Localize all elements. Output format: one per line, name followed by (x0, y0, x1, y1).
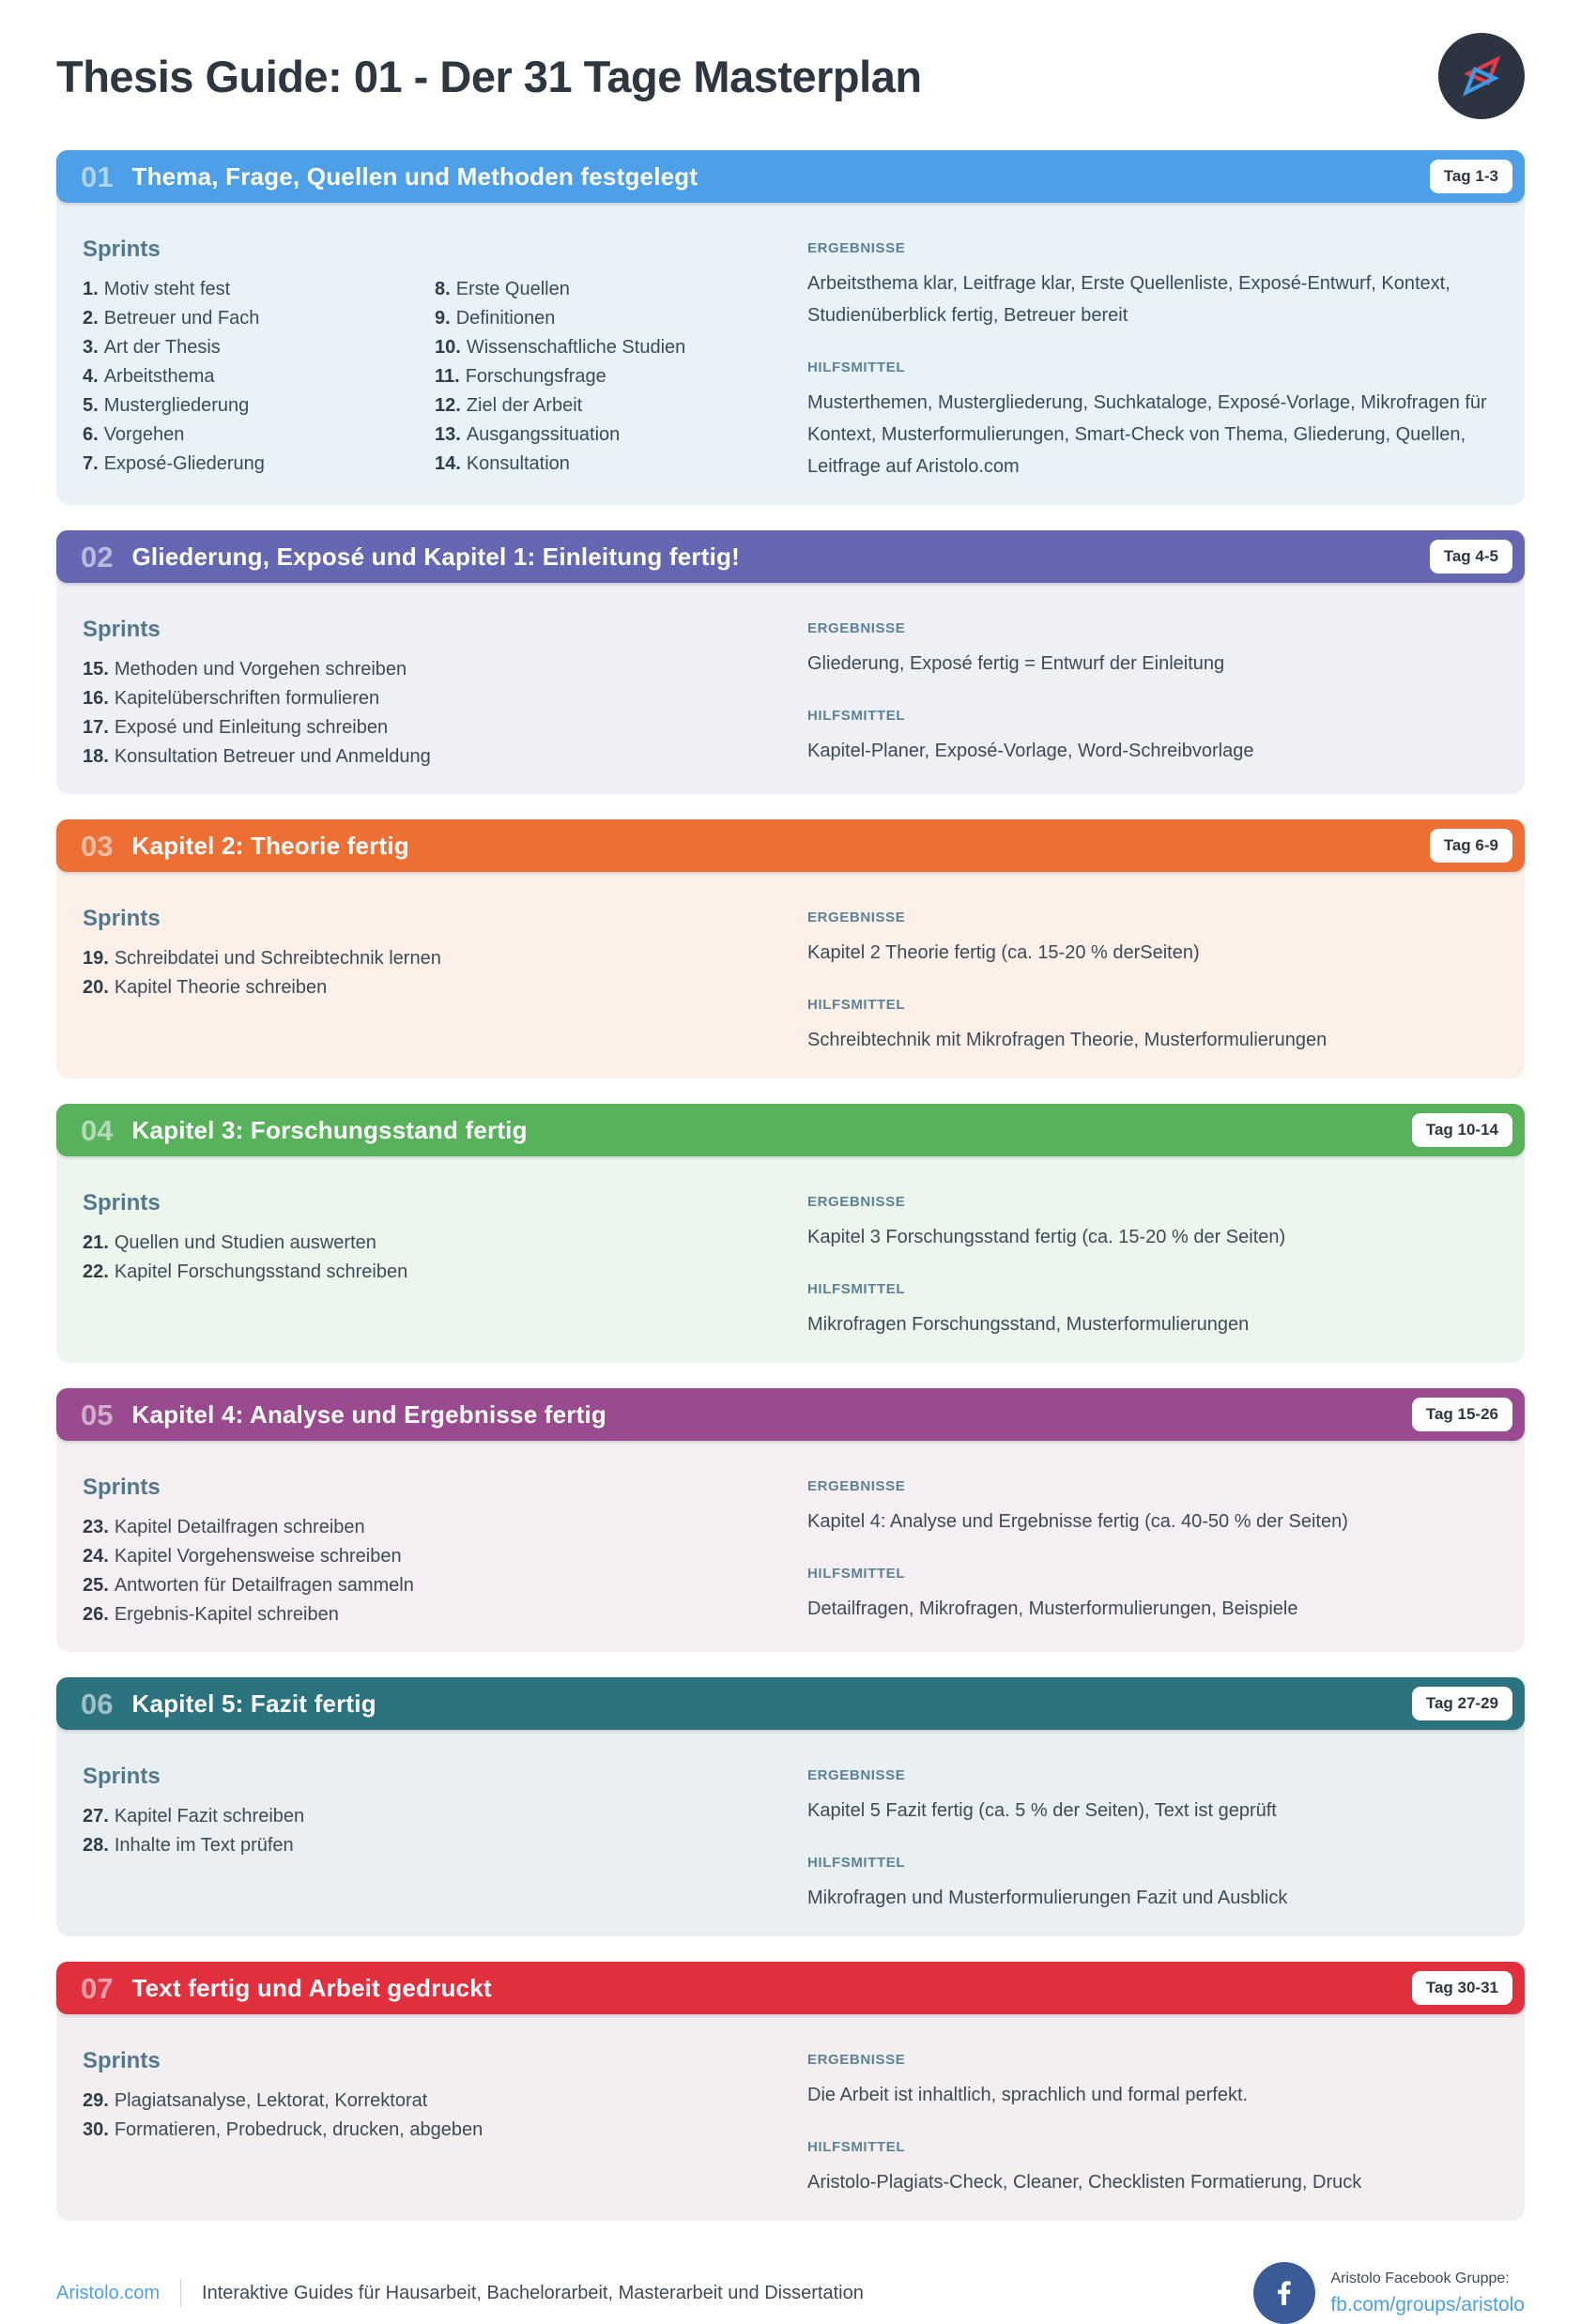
section-02-body (56, 570, 1525, 794)
section-07 (56, 1962, 1525, 2221)
section-title: Kapitel 4: Analyse und Ergebnisse fertig (131, 1399, 606, 1429)
hilfsmittel-label: HILFSMITTEL (807, 708, 906, 724)
section-07-body (56, 2001, 1525, 2221)
sprint-item: 17. Exposé und Einleitung schreiben (83, 717, 389, 738)
ergebnisse-text: Kapitel 2 Theorie fertig (ca. 15-20 % derSeiten) (807, 942, 1200, 963)
section-title: Gliederung, Exposé und Kapitel 1: Einleitung fertig! (131, 542, 740, 571)
day-range-badge: Tag 15-26 (1412, 1398, 1512, 1431)
day-range-badge: Tag 4-5 (1430, 540, 1512, 573)
sprint-item: 27. Kapitel Fazit schreiben (83, 1806, 305, 1827)
facebook-group-link[interactable]: fb.com/groups/aristolo (1330, 2293, 1525, 2316)
section-02 (56, 530, 1525, 794)
sprint-item: 16. Kapitelüberschriften formulieren (83, 688, 380, 709)
section-03 (56, 819, 1525, 1078)
facebook-group-label: Aristolo Facebook Gruppe: (1330, 2270, 1510, 2286)
hilfsmittel-label: HILFSMITTEL (807, 359, 906, 375)
sprint-item: 29. Plagiatsanalyse, Lektorat, Korrektorat (83, 2090, 428, 2111)
sprint-item: 9. Definitionen (435, 308, 556, 329)
hilfsmittel-block (807, 2139, 1497, 2198)
hilfsmittel-block (807, 1855, 1497, 1914)
sprint-item: 11. Forschungsfrage (435, 366, 606, 387)
section-02-header (56, 530, 1525, 583)
sprint-item: 12. Ziel der Arbeit (435, 395, 583, 416)
section-01-header (56, 150, 1525, 203)
ergebnisse-text: Kapitel 5 Fazit fertig (ca. 5 % der Seiten), Text ist geprüft (807, 1800, 1277, 1821)
section-number: 05 (81, 1398, 114, 1431)
day-range-badge: Tag 1-3 (1430, 160, 1512, 193)
sprint-list-col2 (435, 275, 685, 479)
sprint-list (83, 944, 807, 1002)
section-05-body (56, 1428, 1525, 1652)
ergebnisse-label: ERGEBNISSE (807, 1767, 906, 1783)
day-range-badge: Tag 6-9 (1430, 829, 1512, 863)
hilfsmittel-text: Mikrofragen Forschungsstand, Musterformulierungen (807, 1314, 1250, 1335)
sprint-item: 22. Kapitel Forschungsstand schreiben (83, 1261, 408, 1282)
sprint-item: 7. Exposé-Gliederung (83, 453, 265, 474)
sprints-heading: Sprints (83, 237, 161, 262)
aristolo-site-link[interactable]: Aristolo.com (56, 2282, 161, 2303)
ergebnisse-label: ERGEBNISSE (807, 1194, 906, 1210)
hilfsmittel-text: Mikrofragen und Musterformulierungen Fazit und Ausblick (807, 1888, 1288, 1908)
sprint-item: 4. Arbeitsthema (83, 366, 215, 387)
sprints-heading: Sprints (83, 617, 161, 642)
section-07-header (56, 1962, 1525, 2014)
sprint-item: 5. Mustergliederung (83, 395, 250, 416)
ergebnisse-label: ERGEBNISSE (807, 2052, 906, 2068)
ergebnisse-label: ERGEBNISSE (807, 240, 906, 256)
ergebnisse-block (807, 1767, 1497, 1827)
section-title: Kapitel 2: Theorie fertig (131, 831, 409, 860)
sprint-item: 2. Betreuer und Fach (83, 308, 260, 329)
section-number: 04 (81, 1113, 114, 1147)
hilfsmittel-block (807, 1281, 1497, 1340)
sprint-item: 19. Schreibdatei und Schreibtechnik lernen (83, 948, 441, 969)
hilfsmittel-block (807, 708, 1497, 767)
section-01 (56, 150, 1525, 505)
section-number: 01 (81, 160, 114, 193)
sprints-heading: Sprints (83, 906, 161, 931)
sprint-list (83, 2087, 807, 2145)
section-title: Kapitel 3: Forschungsstand fertig (131, 1115, 528, 1144)
page-title: Thesis Guide: 01 - Der 31 Tage Masterplan (56, 51, 922, 101)
section-03-header (56, 819, 1525, 872)
section-04-body (56, 1143, 1525, 1363)
hilfsmittel-text: Schreibtechnik mit Mikrofragen Theorie, Musterformulierungen (807, 1030, 1328, 1050)
ergebnisse-text: Arbeitsthema klar, Leitfrage klar, Erste Quellenliste, Exposé-Entwurf, Kontext, Studienüberblick fertig, Betreuer bereit (807, 273, 1451, 326)
sprints-heading: Sprints (83, 1190, 161, 1216)
hilfsmittel-label: HILFSMITTEL (807, 1566, 906, 1582)
section-number: 03 (81, 829, 114, 863)
footer (56, 2262, 1525, 2324)
ergebnisse-text: Die Arbeit ist inhaltlich, sprachlich und formal perfekt. (807, 2085, 1249, 2105)
section-06 (56, 1677, 1525, 1936)
sprints-heading: Sprints (83, 1764, 161, 1789)
ergebnisse-block (807, 910, 1497, 969)
section-title: Kapitel 5: Fazit fertig (131, 1689, 376, 1718)
sprints-heading: Sprints (83, 1475, 161, 1500)
hilfsmittel-block (807, 359, 1497, 482)
facebook-icon[interactable] (1253, 2262, 1315, 2324)
sprint-item: 1. Motiv steht fest (83, 279, 231, 299)
section-06-body (56, 1717, 1525, 1936)
section-05 (56, 1388, 1525, 1652)
section-01-body (56, 190, 1525, 505)
sprint-item: 20. Kapitel Theorie schreiben (83, 977, 328, 998)
hilfsmittel-text: Kapitel-Planer, Exposé-Vorlage, Word-Schreibvorlage (807, 741, 1254, 761)
section-04 (56, 1104, 1525, 1363)
sprint-item: 15. Methoden und Vorgehen schreiben (83, 659, 407, 680)
section-number: 02 (81, 540, 114, 573)
sprint-item: 10. Wissenschaftliche Studien (435, 337, 686, 358)
ergebnisse-block (807, 620, 1497, 680)
ergebnisse-block (807, 240, 1497, 331)
sprint-list (83, 1802, 807, 1860)
hilfsmittel-text: Musterthemen, Mustergliederung, Suchkataloge, Exposé-Vorlage, Mikrofragen für Kontext, Musterformulierungen, Smart-Check von Thema, Gliederung, Quellen, Leitfrage auf Aristolo.com (807, 392, 1487, 477)
ergebnisse-block (807, 1478, 1497, 1537)
hilfsmittel-block (807, 997, 1497, 1056)
footer-tagline: Interaktive Guides für Hausarbeit, Bachelorarbeit, Masterarbeit und Dissertation (202, 2282, 864, 2303)
section-04-header (56, 1104, 1525, 1156)
ergebnisse-block (807, 2052, 1497, 2111)
sprint-list-col1 (83, 275, 435, 479)
ergebnisse-text: Kapitel 3 Forschungsstand fertig (ca. 15-20 % der Seiten) (807, 1227, 1286, 1247)
section-number: 06 (81, 1687, 114, 1720)
section-title: Thema, Frage, Quellen und Methoden festgelegt (131, 161, 698, 191)
section-number: 07 (81, 1971, 114, 2005)
hilfsmittel-text: Aristolo-Plagiats-Check, Cleaner, Checklisten Formatierung, Druck (807, 2172, 1362, 2193)
sprint-item: 14. Konsultation (435, 453, 570, 474)
sprint-item: 18. Konsultation Betreuer und Anmeldung (83, 746, 431, 767)
hilfsmittel-label: HILFSMITTEL (807, 1281, 906, 1297)
sprint-list (83, 1229, 807, 1287)
sprint-item: 21. Quellen und Studien auswerten (83, 1232, 376, 1253)
sprint-item: 8. Erste Quellen (435, 279, 570, 299)
day-range-badge: Tag 10-14 (1412, 1113, 1512, 1147)
ergebnisse-label: ERGEBNISSE (807, 1478, 906, 1494)
ergebnisse-text: Kapitel 4: Analyse und Ergebnisse fertig (ca. 40-50 % der Seiten) (807, 1511, 1348, 1532)
sprint-item: 25. Antworten für Detailfragen sammeln (83, 1575, 414, 1596)
sprint-item: 28. Inhalte im Text prüfen (83, 1835, 294, 1856)
hilfsmittel-text: Detailfragen, Mikrofragen, Musterformulierungen, Beispiele (807, 1598, 1298, 1619)
ergebnisse-label: ERGEBNISSE (807, 910, 906, 925)
sprint-item: 6. Vorgehen (83, 424, 185, 445)
hilfsmittel-label: HILFSMITTEL (807, 997, 906, 1013)
sprint-list (83, 655, 807, 772)
section-05-header (56, 1388, 1525, 1441)
hilfsmittel-block (807, 1566, 1497, 1625)
footer-divider (180, 2279, 181, 2307)
sprint-item: 24. Kapitel Vorgehensweise schreiben (83, 1546, 402, 1567)
ergebnisse-block (807, 1194, 1497, 1253)
section-06-header (56, 1677, 1525, 1730)
day-range-badge: Tag 30-31 (1412, 1971, 1512, 2005)
sprints-heading: Sprints (83, 2048, 161, 2073)
ergebnisse-text: Gliederung, Exposé fertig = Entwurf der Einleitung (807, 653, 1225, 674)
sprint-item: 23. Kapitel Detailfragen schreiben (83, 1517, 365, 1537)
aristolo-compass-logo-icon (1438, 33, 1525, 119)
hilfsmittel-label: HILFSMITTEL (807, 1855, 906, 1871)
sprint-item: 13. Ausgangssituation (435, 424, 621, 445)
sprint-list (83, 1513, 807, 1629)
masthead (56, 32, 1525, 120)
hilfsmittel-label: HILFSMITTEL (807, 2139, 906, 2155)
section-03-body (56, 859, 1525, 1078)
day-range-badge: Tag 27-29 (1412, 1687, 1512, 1720)
ergebnisse-label: ERGEBNISSE (807, 620, 906, 636)
section-title: Text fertig und Arbeit gedruckt (131, 1973, 492, 2002)
sprint-item: 26. Ergebnis-Kapitel schreiben (83, 1604, 339, 1625)
sprint-item: 30. Formatieren, Probedruck, drucken, abgeben (83, 2119, 484, 2140)
sprint-item: 3. Art der Thesis (83, 337, 221, 358)
